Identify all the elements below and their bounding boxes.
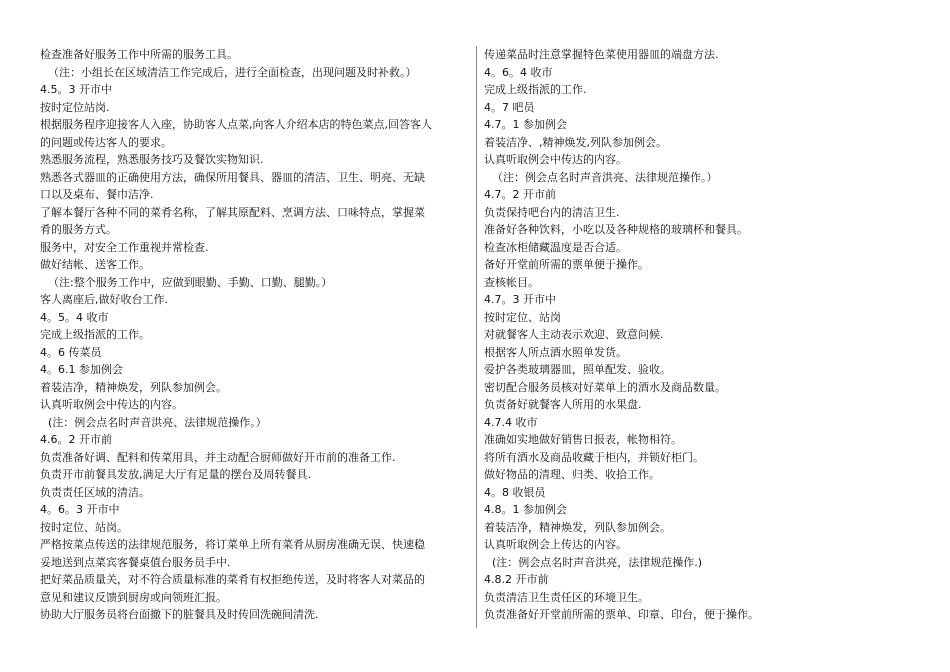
text-line: (注：例会点名时声音洪亮，法律规范操作.) (492, 555, 703, 569)
text-line: 的问题或传达客人的要求。 (40, 135, 172, 149)
text-line: 将所有酒水及商品收藏于柜内，并锁好柜门。 (484, 450, 704, 464)
text-line: 4.5。3 开市中 (40, 83, 112, 96)
text-line: 客人离座后,做好收台工作. (40, 293, 168, 306)
text-line: 做好物品的清理、归类、收拾工作。 (484, 468, 660, 481)
text-line: 负责备好就餐客人所用的水果盘. (484, 398, 642, 411)
text-line: 4.8。1 参加例会 (484, 503, 567, 516)
text-line: 负责准备好开堂前所需的票单、印章、印台，便于操作。 (484, 608, 759, 621)
text-line: 对就餐客人主动表示欢迎、致意问候. (484, 328, 664, 341)
text-line: (注：例会点名时声音洪亮、法律规范操作。） (48, 415, 267, 429)
text-line: 把好菜品质量关，对不符合质量标准的菜肴有权拒绝传送，及时将客人对菜品的 (40, 573, 425, 586)
text-line: 着装洁净，精神焕发，列队参加例会。 (484, 520, 671, 534)
text-line: 意见和建议反馈到厨房或向领班汇报。 (40, 590, 227, 604)
right-column (484, 46, 914, 624)
text-line: 熟悉服务流程，熟悉服务技巧及餐饮实物知识. (40, 153, 264, 166)
text-line: 4.8.2 开市前 (484, 573, 549, 586)
text-line: 4.7。1 参加例会 (484, 118, 567, 131)
text-line: （注：小组长在区域清洁工作完成后，进行全面检查，出现问题及时补救。） (48, 65, 417, 79)
text-line: 完成上级指派的工作。 (40, 328, 150, 341)
text-line: 着装洁净，精神焕发，列队参加例会。 (40, 380, 227, 394)
text-line: 认真听取例会中传达的内容。 (40, 398, 183, 411)
text-line: 4。6 传菜员 (40, 345, 102, 359)
text-line: 密切配合服务员核对好菜单上的酒水及商品数量。 (484, 380, 726, 394)
text-line: 口以及桌布、餐巾洁净. (40, 188, 154, 201)
text-line: （注：例会点名时声音洪亮、法律规范操作。） (492, 170, 718, 184)
text-line: 做好结帐、送客工作。 (40, 258, 150, 271)
text-line: 认真听取例会中传达的内容。 (484, 153, 627, 166)
left-column (40, 46, 470, 624)
text-line: 4。8 收银员 (484, 485, 546, 499)
column-divider (476, 46, 477, 628)
text-line: 着装洁净、,精神焕发,列队参加例会。 (484, 135, 667, 149)
text-line: 完成上级指派的工作. (484, 83, 587, 96)
text-line: 负责保持吧台内的清洁卫生. (484, 205, 620, 219)
text-line: 认真听取例会上传达的内容。 (484, 538, 627, 551)
text-line: 检查准备好服务工作中所需的服务工具。 (40, 48, 238, 61)
text-line: 肴的服务方式。 (40, 223, 117, 236)
text-line: 根据客人所点酒水照单发货。 (484, 345, 627, 359)
text-line: 熟悉各式器皿的正确使用方法，确保所用餐具、器皿的清洁、卫生、明亮、无缺 (40, 170, 425, 184)
text-line: 传递菜品时注意掌握特色菜使用器皿的端盘方法. (484, 48, 719, 61)
text-line: 协助大厅服务员将台面撤下的脏餐具及时传回洗碗间清洗. (40, 608, 319, 621)
text-line: 按时定位、站岗。 (40, 520, 128, 534)
text-line: 4。6。3 开市中 (40, 503, 120, 516)
text-line: 服务中，对安全工作重视并常检查. (40, 240, 209, 254)
text-line: 准备好各种饮料，小吃以及各种规格的玻璃杯和餐具。 (484, 223, 748, 236)
text-line: 严格按菜点传送的法律规范服务，将订菜单上所有菜肴从厨房准确无误、快速稳 (40, 538, 425, 551)
text-line: 4。6。4 收市 (484, 65, 553, 79)
text-line: 4。5。4 收市 (40, 310, 109, 324)
text-line: 4.7.4 收市 (484, 415, 538, 429)
text-line: 4.7。2 开市前 (484, 188, 556, 201)
text-line: 按时定位站岗. (40, 100, 110, 114)
text-line: 妥地送到点菜宾客餐桌值台服务员手中. (40, 555, 231, 569)
text-line: （注:整个服务工作中，应做到眼勤、手勤、口勤、腿勤。） (48, 275, 333, 289)
text-line: 4.6。2 开市前 (40, 433, 112, 446)
text-line: 4。6.1 参加例会 (40, 363, 123, 376)
text-line: 备好开堂前所需的票单便于操作。 (484, 258, 649, 271)
text-line: 4.7。3 开市中 (484, 293, 556, 306)
text-line: 检查冰柜储藏温度是否合适。 (484, 240, 627, 254)
text-line: 准确如实地做好销售日报表，帐物相符。 (484, 433, 682, 446)
text-line: 负责准备好调、配料和传菜用具，并主动配合厨师做好开市前的准备工作. (40, 450, 396, 464)
text-line: 负责清洁卫生责任区的环境卫生。 (484, 590, 649, 604)
text-line: 按时定位、站岗 (484, 310, 561, 324)
text-line: 4。7 吧员 (484, 100, 535, 114)
text-line: 负责责任区域的清洁。 (40, 485, 150, 499)
text-line: 查核帐目。 (484, 275, 539, 289)
text-line: 负责开市前餐具发放,满足大厅有足量的摆台及周转餐具. (40, 468, 311, 481)
text-line: 爱护各类玻璃器皿，照单配发、验收。 (484, 363, 671, 376)
text-line: 了解本餐厅各种不同的菜肴名称，了解其原配料、烹调方法、口味特点，掌握菜 (40, 205, 425, 219)
text-line: 根据服务程序迎接客人入座，协助客人点菜,向客人介绍本店的特色菜点,回答客人 (40, 118, 432, 131)
